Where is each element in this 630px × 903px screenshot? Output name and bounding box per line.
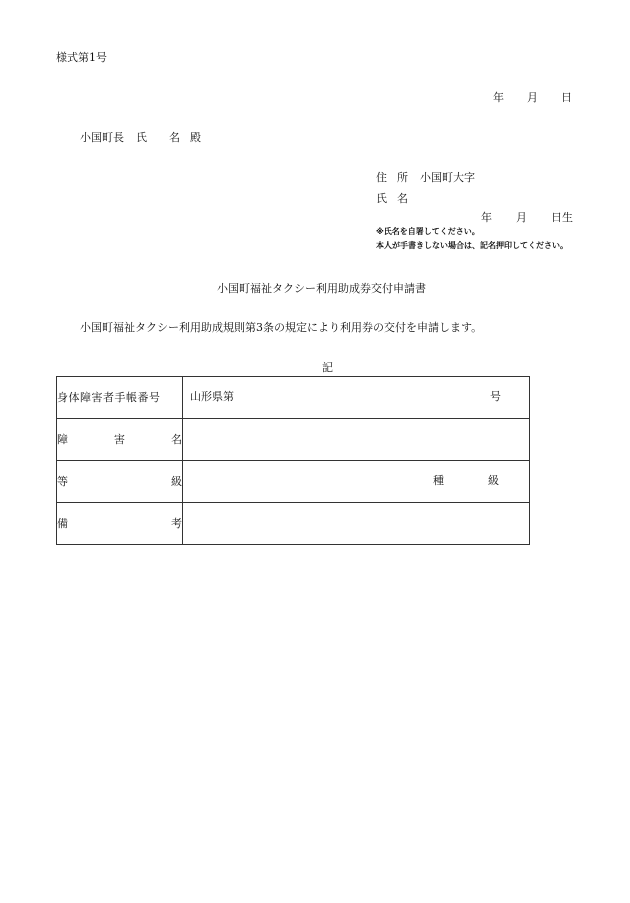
address-label-2: 所 <box>397 171 408 184</box>
addressee-title: 小国町長 <box>80 131 124 144</box>
field-remarks[interactable] <box>183 503 530 545</box>
table-row-handbook-number <box>57 377 530 419</box>
label-remarks <box>57 503 183 545</box>
application-statement: 小国町福祉タクシー利用助成規則第3条の規定により利用券の交付を申請します。 <box>80 321 483 334</box>
label-handbook-number-chars: 身体障害者手帳番号 <box>57 391 161 404</box>
addressee-na: 名 <box>169 131 180 144</box>
label-disability-char-2: 害 <box>114 433 125 446</box>
applicant-address <box>376 172 475 183</box>
address-label-1: 住 <box>376 171 387 184</box>
label-grade-char-1: 等 <box>57 475 68 488</box>
name-label-1: 氏 <box>376 192 387 205</box>
addressee-shi: 氏 <box>136 131 147 144</box>
applicant-birthdate <box>481 212 573 223</box>
seal-note: 本人が手書きしない場合は、記名押印してください。 <box>376 241 568 250</box>
label-handbook-number <box>57 377 183 419</box>
address-value: 小国町大字 <box>420 171 475 184</box>
date-line <box>493 92 572 103</box>
date-month: 月 <box>527 91 538 104</box>
addressee <box>80 132 201 143</box>
applicant-name <box>376 193 408 204</box>
name-label-2: 名 <box>397 192 408 205</box>
ki-heading: 記 <box>322 361 333 374</box>
addressee-dono: 殿 <box>190 131 201 144</box>
field-handbook-number[interactable] <box>183 377 530 419</box>
field-grade[interactable] <box>183 461 530 503</box>
signature-note: ※氏名を自署してください。 <box>376 227 480 236</box>
class-grade-label <box>433 475 499 486</box>
handbook-prefix: 山形県第 <box>190 390 234 403</box>
table-row-disability-name <box>57 419 530 461</box>
label-remarks-char-1: 備 <box>57 517 68 530</box>
label-grade <box>57 461 183 503</box>
label-handbook-number-text <box>57 392 182 403</box>
birth-year: 年 <box>481 211 492 224</box>
label-grade-char-2: 級 <box>171 475 182 488</box>
label-disability-name-spread <box>57 434 182 445</box>
field-disability-name[interactable] <box>183 419 530 461</box>
label-remarks-char-2: 考 <box>171 517 182 530</box>
class-char-2: 級 <box>488 474 499 487</box>
label-grade-spread <box>57 476 182 487</box>
label-disability-char-1: 障 <box>57 433 68 446</box>
table-row-remarks <box>57 503 530 545</box>
handbook-suffix: 号 <box>490 390 501 403</box>
label-disability-name <box>57 419 183 461</box>
table-row-grade <box>57 461 530 503</box>
application-table <box>56 376 530 545</box>
document-title: 小国町福祉タクシー利用助成券交付申請書 <box>217 282 426 295</box>
class-char-1: 種 <box>433 474 444 487</box>
date-year: 年 <box>493 91 504 104</box>
form-number: 様式第1号 <box>56 51 107 64</box>
label-remarks-spread <box>57 518 182 529</box>
birth-day: 日生 <box>551 211 573 224</box>
label-disability-char-3: 名 <box>171 433 182 446</box>
birth-month: 月 <box>516 211 527 224</box>
date-day: 日 <box>561 91 572 104</box>
